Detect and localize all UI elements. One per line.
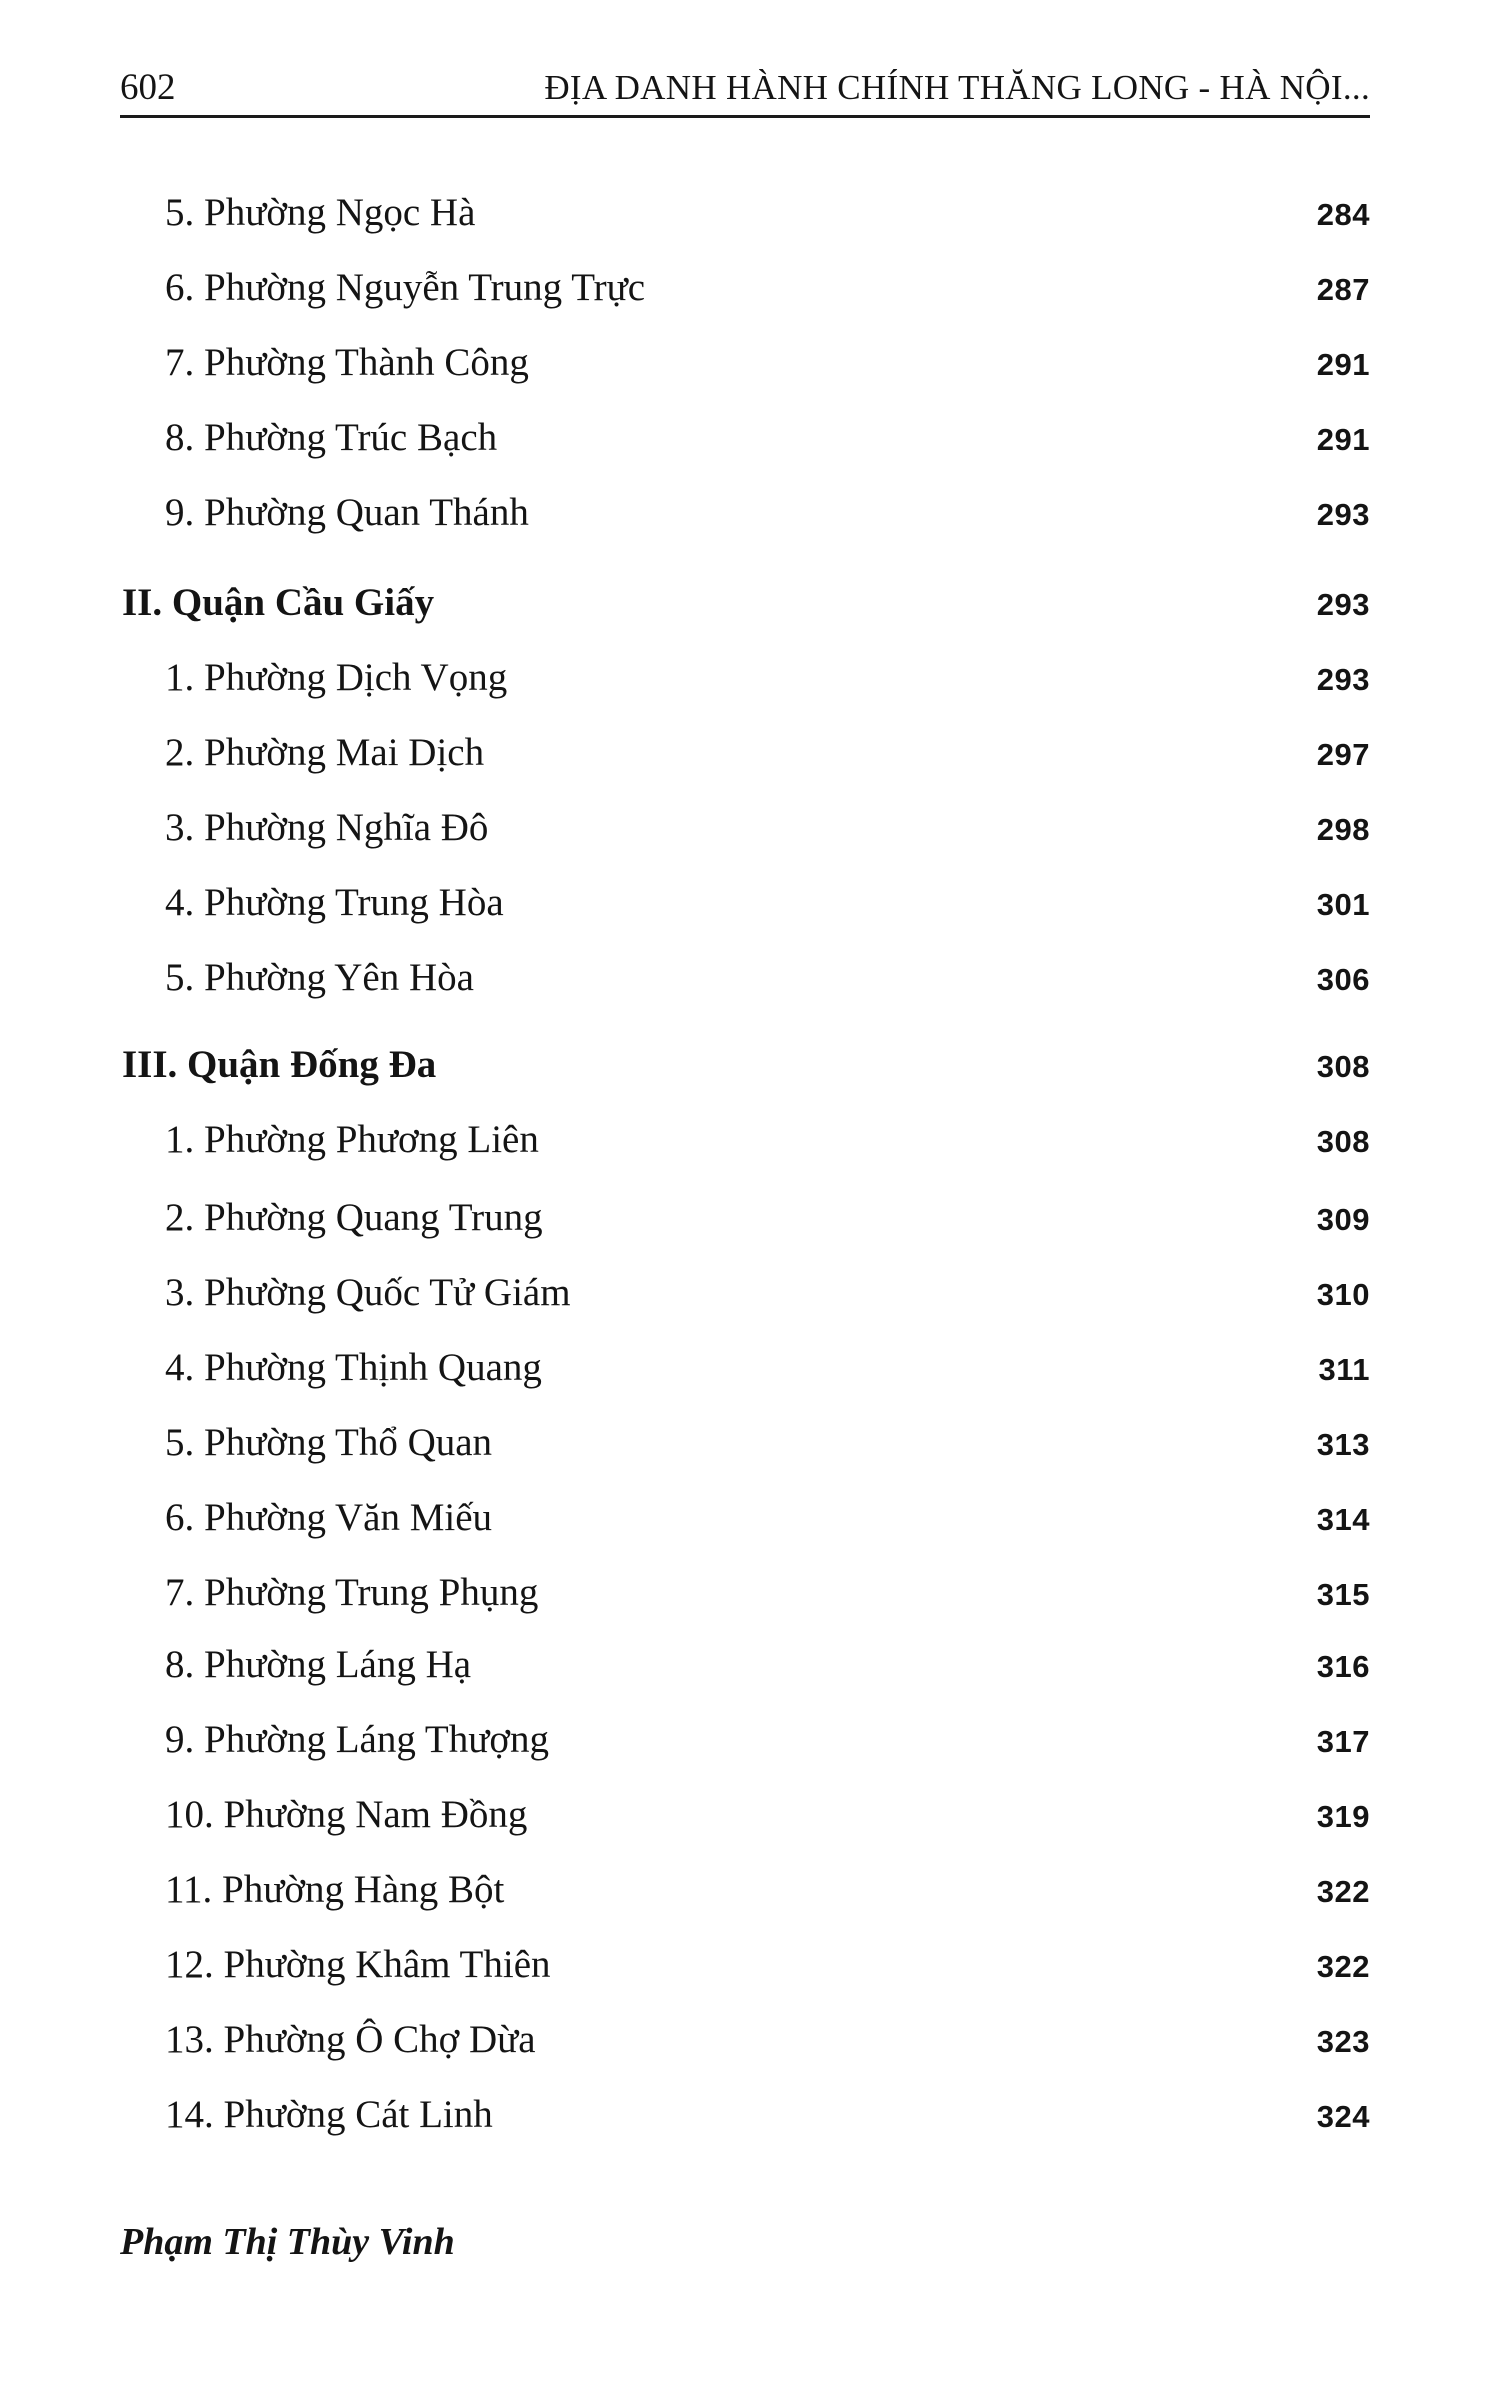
toc-entry-label: 2. Phường Quang Trung — [165, 1196, 543, 1239]
toc-entry-label: 13. Phường Ô Chợ Dừa — [165, 2018, 536, 2061]
toc-entry-page-number: 322 — [1316, 1949, 1370, 1984]
toc-entry-label: 5. Phường Yên Hòa — [165, 956, 474, 999]
toc-entry-page-number: 293 — [1316, 587, 1370, 622]
toc-entry-label: 3. Phường Nghĩa Đô — [165, 806, 489, 849]
toc-entry-label: 9. Phường Quan Thánh — [165, 491, 529, 534]
toc-entry — [0, 948, 1500, 1008]
toc-entry-page-number: 291 — [1316, 422, 1370, 457]
toc-entry-label: 2. Phường Mai Dịch — [165, 731, 485, 774]
toc-entry-page-number: 291 — [1316, 347, 1370, 382]
page-number: 602 — [120, 67, 176, 108]
toc-entry — [0, 1413, 1500, 1473]
toc-entry — [0, 798, 1500, 858]
toc-entry-page-number: 310 — [1316, 1277, 1370, 1312]
toc-entry-label: 4. Phường Trung Hòa — [165, 881, 504, 924]
toc-entry-label: 5. Phường Thổ Quan — [165, 1421, 493, 1464]
toc-entry-label: 14. Phường Cát Linh — [165, 2093, 493, 2136]
toc-entry-page-number: 287 — [1316, 272, 1370, 307]
toc-entry-label: 12. Phường Khâm Thiên — [165, 1943, 551, 1986]
toc-entry-page-number: 284 — [1316, 197, 1370, 232]
toc-entry-page-number: 297 — [1316, 737, 1370, 772]
toc-entry-label: 4. Phường Thịnh Quang — [165, 1346, 542, 1389]
toc-section-heading — [0, 1035, 1500, 1095]
toc-entry — [0, 1338, 1500, 1398]
toc-entry — [0, 648, 1500, 708]
toc-entry-page-number: 313 — [1316, 1427, 1370, 1462]
toc-entry-page-number: 324 — [1316, 2099, 1370, 2134]
toc-entry-page-number: 293 — [1316, 497, 1370, 532]
toc-entry — [0, 873, 1500, 933]
toc-entry — [0, 483, 1500, 543]
toc-entry-label: 6. Phường Văn Miếu — [165, 1496, 493, 1539]
author-name: Phạm Thị Thùy Vinh — [120, 2221, 455, 2263]
toc-entry-label: 7. Phường Thành Công — [165, 341, 529, 384]
book-title: ĐỊA DANH HÀNH CHÍNH THĂNG LONG - HÀ NỘI... — [544, 68, 1370, 107]
toc-entry-page-number: 314 — [1316, 1502, 1370, 1537]
toc-entry-label: 7. Phường Trung Phụng — [165, 1571, 539, 1614]
toc-entry-label: 8. Phường Trúc Bạch — [165, 416, 498, 459]
toc-entry — [0, 723, 1500, 783]
toc-entry-page-number: 308 — [1316, 1049, 1370, 1084]
toc-entry-page-number: 293 — [1316, 662, 1370, 697]
toc-entry-label: 10. Phường Nam Đồng — [165, 1793, 528, 1836]
toc-entry — [0, 333, 1500, 393]
toc-entry — [0, 1110, 1500, 1170]
toc-entry — [0, 183, 1500, 243]
toc-entry-page-number: 298 — [1316, 812, 1370, 847]
toc-entry-page-number: 301 — [1316, 887, 1370, 922]
toc-entry-label: 1. Phường Dịch Vọng — [165, 656, 508, 699]
toc-entry — [0, 2085, 1500, 2145]
toc-entry — [0, 1563, 1500, 1623]
toc-entry — [0, 408, 1500, 468]
toc-entry-page-number: 322 — [1316, 1874, 1370, 1909]
toc-section-heading — [0, 573, 1500, 633]
toc-entry — [0, 1785, 1500, 1845]
toc-entry-page-number: 306 — [1316, 962, 1370, 997]
toc-entry-label: III. Quận Đống Đa — [122, 1043, 437, 1086]
toc-entry-label: 9. Phường Láng Thượng — [165, 1718, 549, 1761]
toc-entry — [0, 1635, 1500, 1695]
toc-entry-page-number: 309 — [1316, 1202, 1370, 1237]
toc-entry — [0, 1263, 1500, 1323]
toc-entry — [0, 1860, 1500, 1920]
toc-entry — [0, 1710, 1500, 1770]
toc-entry-page-number: 308 — [1316, 1124, 1370, 1159]
toc-entry — [0, 1488, 1500, 1548]
toc-entry-page-number: 316 — [1316, 1649, 1370, 1684]
toc-entry — [0, 1188, 1500, 1248]
toc-entry-label: II. Quận Cầu Giấy — [122, 581, 435, 624]
toc-entry — [0, 258, 1500, 318]
toc-entry-page-number: 323 — [1316, 2024, 1370, 2059]
toc-entry-page-number: 315 — [1316, 1577, 1370, 1612]
toc-entry-page-number: 317 — [1316, 1724, 1370, 1759]
toc-entry-page-number: 319 — [1316, 1799, 1370, 1834]
toc-entry-page-number: 311 — [1318, 1352, 1370, 1387]
toc-entry-label: 8. Phường Láng Hạ — [165, 1643, 472, 1686]
toc-entry-label: 6. Phường Nguyễn Trung Trực — [165, 266, 646, 309]
toc-entry-label: 11. Phường Hàng Bột — [165, 1868, 505, 1911]
toc-entry-label: 1. Phường Phương Liên — [165, 1118, 539, 1161]
toc-entry-label: 5. Phường Ngọc Hà — [165, 191, 476, 234]
toc-entry-label: 3. Phường Quốc Tử Giám — [165, 1271, 571, 1314]
toc-entry — [0, 2010, 1500, 2070]
toc-entry — [0, 1935, 1500, 1995]
